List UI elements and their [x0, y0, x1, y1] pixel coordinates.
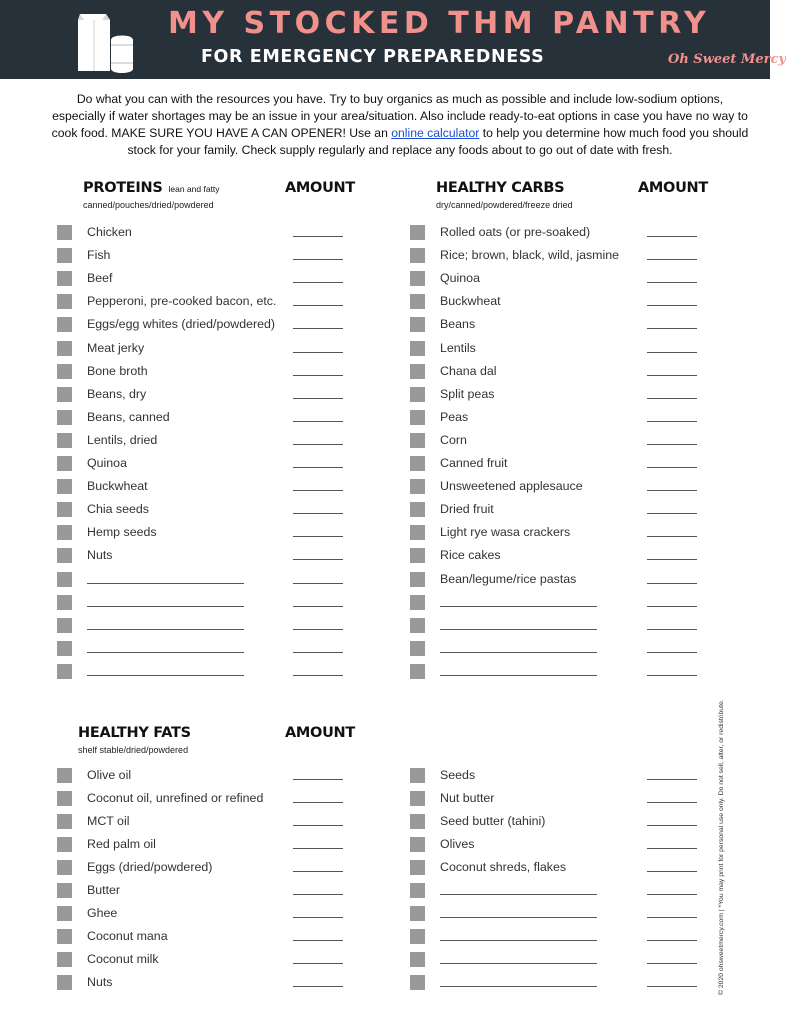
amount-line[interactable] [647, 398, 697, 399]
list-item [57, 502, 348, 518]
item-label: Nut butter [440, 791, 495, 805]
list-item [57, 387, 348, 403]
item-checkbox[interactable] [410, 952, 425, 967]
item-label: Seed butter (tahini) [440, 814, 546, 828]
blank-item-line[interactable] [440, 940, 597, 941]
item-checkbox[interactable] [410, 225, 425, 240]
amount-line[interactable] [293, 606, 343, 607]
item-checkbox[interactable] [410, 595, 425, 610]
carbs-amount-header: AMOUNT [638, 180, 708, 196]
amount-line[interactable] [293, 986, 343, 987]
item-label: Rice; brown, black, wild, jasmine [440, 248, 620, 263]
list-item [410, 525, 702, 541]
item-checkbox[interactable] [57, 248, 72, 263]
item-label: Bone broth [87, 363, 148, 378]
amount-line[interactable] [293, 259, 343, 260]
item-checkbox[interactable] [410, 387, 425, 402]
item-checkbox[interactable] [410, 975, 425, 990]
list-item [410, 548, 702, 564]
list-item [410, 791, 702, 807]
list-item [57, 317, 348, 333]
item-checkbox[interactable] [57, 791, 72, 806]
item-label: Corn [440, 432, 467, 447]
item-label: MCT oil [87, 814, 130, 828]
item-checkbox[interactable] [57, 271, 72, 286]
amount-line[interactable] [647, 513, 697, 514]
item-label: Canned fruit [440, 456, 508, 470]
item-checkbox[interactable] [410, 341, 425, 356]
amount-line[interactable] [647, 236, 697, 237]
item-checkbox[interactable] [410, 768, 425, 783]
item-checkbox[interactable] [57, 906, 72, 921]
list-item [57, 791, 348, 807]
amount-line[interactable] [647, 583, 697, 584]
list-item [410, 479, 702, 495]
item-checkbox[interactable] [57, 883, 72, 898]
fats-amount-header: AMOUNT [285, 725, 355, 741]
item-checkbox[interactable] [57, 768, 72, 783]
amount-line[interactable] [293, 583, 343, 584]
blank-item-line[interactable] [87, 583, 244, 584]
list-item [57, 883, 348, 899]
page-subtitle: FOR EMERGENCY PREPAREDNESS [201, 47, 545, 67]
item-checkbox[interactable] [57, 456, 72, 471]
item-checkbox[interactable] [410, 572, 425, 587]
item-checkbox[interactable] [410, 525, 425, 540]
item-label: Lentils, dried [87, 432, 158, 447]
blank-item-line[interactable] [440, 963, 597, 964]
amount-line[interactable] [647, 652, 697, 653]
list-item [57, 456, 348, 472]
item-label: Red palm oil [87, 837, 156, 851]
list-item [57, 410, 348, 426]
amount-line[interactable] [647, 490, 697, 491]
amount-line[interactable] [647, 467, 697, 468]
list-item [410, 294, 702, 310]
item-checkbox[interactable] [57, 502, 72, 517]
item-checkbox[interactable] [410, 664, 425, 679]
list-item [57, 906, 348, 922]
amount-line[interactable] [647, 802, 697, 803]
amount-line[interactable] [293, 467, 343, 468]
proteins-title: PROTEINS lean and fatty [83, 180, 220, 196]
amount-line[interactable] [647, 825, 697, 826]
online-calculator-link[interactable]: online calculator [391, 126, 480, 140]
list-item [410, 768, 702, 784]
blank-item-line[interactable] [440, 917, 597, 918]
list-item [410, 387, 702, 403]
list-item [57, 271, 348, 287]
amount-line[interactable] [293, 629, 343, 630]
list-item [57, 929, 348, 945]
item-checkbox[interactable] [410, 294, 425, 309]
item-label: Buckwheat [440, 294, 501, 309]
intro-paragraph [50, 91, 750, 159]
item-checkbox[interactable] [57, 548, 72, 563]
item-checkbox[interactable] [57, 975, 72, 990]
amount-line[interactable] [293, 871, 343, 872]
header-banner [0, 0, 786, 79]
item-label: Coconut oil, unrefined or refined [87, 791, 264, 805]
copyright-notice: © 2020 ohsweetmercy.com | *You may print for personal use only. Do not sell, alter, or redistribute. [718, 699, 725, 995]
item-label: Quinoa [440, 271, 480, 286]
list-item [410, 364, 702, 380]
item-checkbox[interactable] [410, 641, 425, 656]
item-checkbox[interactable] [410, 317, 425, 332]
item-label: Coconut mana [87, 929, 168, 943]
amount-line[interactable] [293, 328, 343, 329]
item-checkbox[interactable] [57, 595, 72, 610]
blank-item-line[interactable] [440, 894, 597, 895]
amount-line[interactable] [647, 848, 697, 849]
fats-title: HEALTHY FATS [78, 725, 191, 741]
item-label: Eggs/egg whites (dried/powdered) [87, 317, 276, 332]
amount-line[interactable] [647, 986, 697, 987]
list-item [57, 433, 348, 449]
brand-logo-text: Oh Sweet Mercy [668, 52, 786, 67]
item-checkbox[interactable] [57, 525, 72, 540]
item-checkbox[interactable] [57, 341, 72, 356]
list-item [410, 975, 702, 991]
item-label: Eggs (dried/powdered) [87, 860, 213, 874]
amount-line[interactable] [647, 629, 697, 630]
amount-line[interactable] [647, 779, 697, 780]
list-item [410, 952, 702, 968]
list-item [410, 929, 702, 945]
blank-item-line[interactable] [440, 652, 597, 653]
item-checkbox[interactable] [57, 294, 72, 309]
list-item [57, 248, 348, 264]
amount-line[interactable] [293, 652, 343, 653]
list-item [57, 952, 348, 968]
amount-line[interactable] [647, 963, 697, 964]
list-item [57, 525, 348, 541]
amount-line[interactable] [647, 917, 697, 918]
blank-item-line[interactable] [440, 629, 597, 630]
amount-line[interactable] [647, 559, 697, 560]
item-checkbox[interactable] [410, 248, 425, 263]
list-item [410, 433, 702, 449]
item-label: Olive oil [87, 768, 132, 782]
amount-line[interactable] [647, 675, 697, 676]
amount-line[interactable] [293, 917, 343, 918]
item-label: Beef [87, 271, 113, 286]
item-checkbox[interactable] [57, 952, 72, 967]
list-item [410, 906, 702, 922]
list-item [57, 975, 348, 991]
intro-text-start: Do what you can with the resources you have. Try to buy organics as much as possible and include low-sodium options, especially if water shortages may be an issue in your area/situation. Also include ready-to-eat options in case you have no way to cook food. MAKE SURE YOU HAVE A CAN OPENER! Use an [51, 92, 748, 140]
item-checkbox[interactable] [57, 837, 72, 852]
amount-line[interactable] [293, 282, 343, 283]
item-checkbox[interactable] [57, 479, 72, 494]
amount-line[interactable] [647, 282, 697, 283]
item-label: Unsweetened applesauce [440, 479, 583, 494]
amount-line[interactable] [647, 444, 697, 445]
item-label: Peas [440, 409, 469, 424]
item-checkbox[interactable] [410, 860, 425, 875]
list-item [410, 572, 702, 588]
item-label: Split peas [440, 386, 495, 401]
list-item [410, 410, 702, 426]
list-item [57, 225, 348, 241]
list-item [57, 860, 348, 876]
item-label: Ghee [87, 906, 118, 920]
amount-line[interactable] [293, 513, 343, 514]
item-checkbox[interactable] [410, 929, 425, 944]
amount-line[interactable] [647, 894, 697, 895]
item-label: Coconut shreds, flakes [440, 860, 567, 874]
list-item [410, 618, 702, 634]
amount-line[interactable] [293, 940, 343, 941]
item-checkbox[interactable] [57, 225, 72, 240]
list-item [410, 837, 702, 853]
list-item [410, 271, 702, 287]
item-checkbox[interactable] [410, 883, 425, 898]
item-checkbox[interactable] [57, 410, 72, 425]
item-checkbox[interactable] [410, 502, 425, 517]
item-label: Chia seeds [87, 502, 149, 517]
item-label: Seeds [440, 768, 476, 782]
item-label: Coconut milk [87, 952, 159, 966]
amount-line[interactable] [293, 305, 343, 306]
list-item [57, 595, 348, 611]
item-label: Light rye wasa crackers [440, 525, 571, 540]
item-label: Meat jerky [87, 340, 145, 355]
list-item [57, 814, 348, 830]
item-label: Rice cakes [440, 548, 501, 563]
list-item [57, 664, 348, 680]
list-item [57, 341, 348, 357]
list-item [410, 883, 702, 899]
item-checkbox[interactable] [57, 433, 72, 448]
list-item [57, 618, 348, 634]
item-label: Chicken [87, 225, 132, 239]
list-item [57, 641, 348, 657]
list-item [410, 341, 702, 357]
item-checkbox[interactable] [410, 618, 425, 633]
list-item [57, 364, 348, 380]
proteins-amount-header: AMOUNT [285, 180, 355, 196]
item-label: Quinoa [87, 456, 127, 470]
amount-line[interactable] [647, 305, 697, 306]
intro-text-end: to help you determine how much food you should stock for your family. Check supply regularly and replace any foods about to go out of date with fresh. [127, 126, 749, 157]
amount-line[interactable] [293, 490, 343, 491]
list-item [57, 837, 348, 853]
amount-line[interactable] [293, 236, 343, 237]
amount-line[interactable] [647, 375, 697, 376]
item-checkbox[interactable] [57, 364, 72, 379]
item-label: Nuts [87, 975, 113, 989]
list-item [410, 225, 702, 241]
item-checkbox[interactable] [57, 317, 72, 332]
list-item [410, 317, 702, 333]
blank-item-line[interactable] [87, 606, 244, 607]
amount-line[interactable] [647, 352, 697, 353]
fats-subtitle: shelf stable/dried/powdered [78, 745, 189, 755]
proteins-note: lean and fatty [168, 184, 220, 194]
item-label: Beans [440, 317, 476, 332]
amount-line[interactable] [647, 606, 697, 607]
amount-line[interactable] [293, 559, 343, 560]
amount-line[interactable] [647, 940, 697, 941]
item-label: Lentils [440, 340, 476, 355]
item-label: Beans, canned [87, 409, 170, 424]
item-checkbox[interactable] [410, 791, 425, 806]
item-label: Buckwheat [87, 479, 148, 494]
item-checkbox[interactable] [410, 837, 425, 852]
item-checkbox[interactable] [57, 572, 72, 587]
blank-item-line[interactable] [440, 986, 597, 987]
amount-line[interactable] [647, 871, 697, 872]
item-label: Fish [87, 248, 111, 263]
item-checkbox[interactable] [57, 664, 72, 679]
page-title: MY STOCKED THM PANTRY [168, 6, 711, 41]
amount-line[interactable] [293, 398, 343, 399]
list-item [410, 641, 702, 657]
amount-line[interactable] [293, 825, 343, 826]
amount-line[interactable] [293, 375, 343, 376]
item-checkbox[interactable] [410, 456, 425, 471]
item-label: Pepperoni, pre-cooked bacon, etc. [87, 294, 277, 309]
list-item [410, 595, 702, 611]
item-checkbox[interactable] [57, 860, 72, 875]
amount-line[interactable] [293, 779, 343, 780]
blank-item-line[interactable] [440, 675, 597, 676]
blank-item-line[interactable] [87, 629, 244, 630]
list-item [410, 860, 702, 876]
amount-line[interactable] [293, 352, 343, 353]
item-label: Chana dal [440, 363, 497, 378]
amount-line[interactable] [647, 536, 697, 537]
item-label: Olives [440, 837, 475, 851]
list-item [57, 294, 348, 310]
item-checkbox[interactable] [57, 618, 72, 633]
amount-line[interactable] [647, 328, 697, 329]
amount-line[interactable] [293, 444, 343, 445]
list-item [410, 664, 702, 680]
list-item [410, 502, 702, 518]
amount-line[interactable] [293, 848, 343, 849]
amount-line[interactable] [293, 894, 343, 895]
list-item [57, 572, 348, 588]
list-item [410, 814, 702, 830]
amount-line[interactable] [293, 536, 343, 537]
item-checkbox[interactable] [410, 479, 425, 494]
list-item [57, 479, 348, 495]
amount-line[interactable] [293, 963, 343, 964]
item-checkbox[interactable] [410, 433, 425, 448]
item-checkbox[interactable] [410, 364, 425, 379]
item-label: Dried fruit [440, 502, 494, 517]
list-item [57, 768, 348, 784]
item-label: Rolled oats (or pre-soaked) [440, 225, 591, 239]
item-label: Hemp seeds [87, 525, 157, 540]
item-checkbox[interactable] [410, 906, 425, 921]
blank-item-line[interactable] [87, 652, 244, 653]
amount-line[interactable] [293, 675, 343, 676]
list-item [410, 456, 702, 472]
amount-line[interactable] [293, 802, 343, 803]
pantry-bag-and-can-icon [74, 11, 140, 73]
list-item [57, 548, 348, 564]
item-label: Bean/legume/rice pastas [440, 571, 577, 586]
item-checkbox[interactable] [57, 814, 72, 829]
carbs-title: HEALTHY CARBS [436, 180, 565, 196]
blank-item-line[interactable] [87, 675, 244, 676]
item-label: Beans, dry [87, 386, 147, 401]
blank-item-line[interactable] [440, 606, 597, 607]
item-checkbox[interactable] [57, 929, 72, 944]
item-checkbox[interactable] [410, 271, 425, 286]
item-checkbox[interactable] [57, 641, 72, 656]
item-checkbox[interactable] [410, 814, 425, 829]
item-label: Butter [87, 883, 121, 897]
proteins-subtitle: canned/pouches/dried/powdered [83, 200, 214, 210]
carbs-subtitle: dry/canned/powdered/freeze dried [436, 200, 573, 210]
amount-line[interactable] [647, 421, 697, 422]
item-checkbox[interactable] [410, 548, 425, 563]
amount-line[interactable] [647, 259, 697, 260]
item-checkbox[interactable] [410, 410, 425, 425]
list-item [410, 248, 702, 264]
item-checkbox[interactable] [57, 387, 72, 402]
amount-line[interactable] [293, 421, 343, 422]
item-label: Nuts [87, 548, 113, 563]
